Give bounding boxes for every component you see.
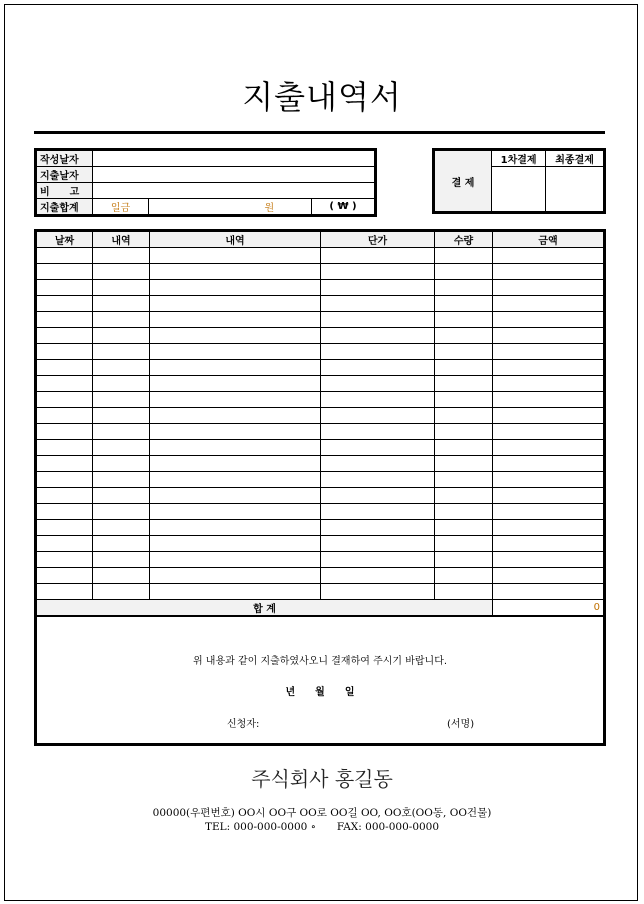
statement-date: 년 월 일 [285,687,355,698]
table-cell[interactable] [321,328,435,344]
table-cell[interactable] [36,328,93,344]
table-cell[interactable] [93,408,150,424]
table-cell[interactable] [321,392,435,408]
table-cell[interactable] [150,472,321,488]
table-cell[interactable] [150,456,321,472]
table-cell[interactable] [150,504,321,520]
table-cell[interactable] [493,360,605,376]
expense-date-cell[interactable] [93,167,376,183]
table-cell[interactable] [321,504,435,520]
first-approval-cell[interactable] [492,167,546,213]
table-cell[interactable] [93,296,150,312]
table-cell[interactable] [493,424,605,440]
table-cell[interactable] [93,328,150,344]
table-cell[interactable] [150,264,321,280]
table-row [36,408,605,424]
table-cell[interactable] [36,456,93,472]
table-cell[interactable] [435,472,493,488]
table-cell[interactable] [150,584,321,600]
table-cell[interactable] [36,424,93,440]
created-date-cell[interactable] [93,150,376,167]
remarks-cell[interactable] [93,183,376,199]
table-row [36,392,605,408]
table-row [36,344,605,360]
col-amount: 금액 [493,231,605,248]
label-created-date: 작성날자 [36,150,93,167]
table-cell[interactable] [93,584,150,600]
table-cell[interactable] [493,248,605,264]
table-cell[interactable] [493,504,605,520]
table-cell[interactable] [321,296,435,312]
table-row [36,376,605,392]
table-cell[interactable] [321,248,435,264]
table-cell[interactable] [150,328,321,344]
table-row [36,456,605,472]
table-cell[interactable] [435,264,493,280]
statement-message: 위 내용과 같이 지출하였사오니 결재하여 주시기 바랍니다. [192,656,448,667]
table-cell[interactable] [435,408,493,424]
table-cell[interactable] [36,568,93,584]
table-cell[interactable] [93,568,150,584]
table-cell[interactable] [435,248,493,264]
table-cell[interactable] [36,536,93,552]
table-row [36,440,605,456]
table-cell[interactable] [93,344,150,360]
table-cell[interactable] [36,344,93,360]
table-cell[interactable] [93,360,150,376]
table-cell[interactable] [435,328,493,344]
table-row [36,248,605,264]
table-cell[interactable] [321,488,435,504]
table-cell[interactable] [321,584,435,600]
table-cell[interactable] [93,504,150,520]
table-cell[interactable] [36,488,93,504]
table-cell[interactable] [93,520,150,536]
table-cell[interactable] [435,504,493,520]
company-address: 00000(우편번호) OO시 OO구 OO로 OO길 OO, OO호(OO동, OO건물) [152,807,492,819]
table-cell[interactable] [93,488,150,504]
col-detail: 내역 [150,231,321,248]
final-approval-cell[interactable] [546,167,605,213]
table-row [36,424,605,440]
table-cell[interactable] [150,344,321,360]
table-cell[interactable] [36,440,93,456]
table-cell[interactable] [150,360,321,376]
table-cell[interactable] [435,296,493,312]
table-cell[interactable] [150,376,321,392]
table-cell[interactable] [493,456,605,472]
table-cell[interactable] [150,552,321,568]
table-cell[interactable] [493,520,605,536]
table-cell[interactable] [93,456,150,472]
table-cell[interactable] [321,552,435,568]
table-cell[interactable] [435,392,493,408]
label-remarks: 비 고 [36,183,93,199]
table-cell[interactable] [435,344,493,360]
amount-prefix: 일금 [93,199,149,216]
table-cell[interactable] [435,312,493,328]
table-cell[interactable] [493,376,605,392]
table-cell[interactable] [321,344,435,360]
table-row [36,520,605,536]
first-approval-header: 1차결제 [492,150,546,167]
table-cell[interactable] [435,584,493,600]
table-cell[interactable] [435,520,493,536]
table-cell[interactable] [150,488,321,504]
table-cell[interactable] [36,408,93,424]
table-cell[interactable] [93,248,150,264]
table-cell[interactable] [493,264,605,280]
table-row [36,280,605,296]
table-cell[interactable] [36,312,93,328]
page-title: 지출내역서 [242,78,402,116]
table-cell[interactable] [493,344,605,360]
table-cell[interactable] [493,472,605,488]
table-cell[interactable] [36,360,93,376]
table-cell[interactable] [435,280,493,296]
table-cell[interactable] [321,360,435,376]
final-approval-header: 최종결제 [546,150,605,167]
table-cell[interactable] [36,264,93,280]
table-cell[interactable] [321,280,435,296]
company-name: 주식회사 홍길동 [251,767,393,791]
table-cell[interactable] [36,584,93,600]
table-row [36,312,605,328]
amount-cell[interactable] [149,199,262,216]
table-cell[interactable] [435,360,493,376]
info-table [34,148,377,217]
table-cell[interactable] [493,440,605,456]
approval-label: 결 제 [434,150,492,213]
label-expense-date: 지출날자 [36,167,93,183]
table-cell[interactable] [321,536,435,552]
table-cell[interactable] [150,392,321,408]
table-cell[interactable] [93,392,150,408]
table-cell[interactable] [150,280,321,296]
table-row [36,360,605,376]
table-cell[interactable] [321,376,435,392]
table-cell[interactable] [321,312,435,328]
table-cell[interactable] [493,312,605,328]
table-cell[interactable] [150,440,321,456]
table-cell[interactable] [36,296,93,312]
table-cell[interactable] [150,296,321,312]
table-cell[interactable] [493,568,605,584]
table-cell[interactable] [435,376,493,392]
table-cell[interactable] [435,456,493,472]
approval-table [432,148,606,214]
table-cell[interactable] [93,376,150,392]
table-cell[interactable] [36,552,93,568]
label-expense-total: 지출합계 [36,199,93,216]
table-cell[interactable] [93,424,150,440]
table-cell[interactable] [321,520,435,536]
table-cell[interactable] [36,392,93,408]
table-row [36,536,605,552]
table-cell[interactable] [321,424,435,440]
table-cell[interactable] [36,376,93,392]
table-cell[interactable] [493,280,605,296]
table-row [36,584,605,600]
table-cell[interactable] [93,264,150,280]
table-cell[interactable] [93,280,150,296]
table-cell[interactable] [150,536,321,552]
table-cell[interactable] [150,408,321,424]
table-row [36,552,605,568]
table-cell[interactable] [36,472,93,488]
table-cell[interactable] [435,424,493,440]
table-cell[interactable] [493,408,605,424]
table-row [36,264,605,280]
table-cell[interactable] [493,584,605,600]
table-row [36,488,605,504]
table-cell[interactable] [435,552,493,568]
table-cell[interactable] [93,552,150,568]
applicant-label: 신청자: [227,719,260,730]
table-cell[interactable] [93,472,150,488]
table-cell[interactable] [321,472,435,488]
table-cell[interactable] [150,424,321,440]
table-cell[interactable] [493,552,605,568]
table-cell[interactable] [321,568,435,584]
table-row [36,472,605,488]
table-cell[interactable] [321,440,435,456]
table-cell[interactable] [321,408,435,424]
table-cell[interactable] [93,312,150,328]
table-cell[interactable] [36,248,93,264]
table-cell[interactable] [435,536,493,552]
currency-label: ( ₩ ) [312,199,376,216]
total-label: 합 계 [36,600,493,616]
signature-label: (서명) [447,719,475,730]
table-cell[interactable] [493,296,605,312]
table-cell[interactable] [493,328,605,344]
col-unit-price: 단가 [321,231,435,248]
table-cell[interactable] [435,440,493,456]
col-item: 내역 [93,231,150,248]
amount-suffix: 원 [262,199,312,216]
statement-box [34,616,606,746]
total-value: 0 [493,600,605,616]
table-cell[interactable] [435,568,493,584]
table-row [36,296,605,312]
table-cell[interactable] [493,488,605,504]
table-cell[interactable] [321,456,435,472]
col-date: 날짜 [36,231,93,248]
table-cell[interactable] [493,536,605,552]
table-row [36,328,605,344]
table-cell[interactable] [150,520,321,536]
company-contact: TEL: 000-000-0000 ∘ FAX: 000-000-0000 [204,821,440,833]
title-divider [34,131,605,134]
table-cell[interactable] [150,248,321,264]
table-cell[interactable] [150,568,321,584]
table-cell[interactable] [36,280,93,296]
table-cell[interactable] [36,520,93,536]
table-cell[interactable] [36,504,93,520]
table-cell[interactable] [150,312,321,328]
table-cell[interactable] [493,392,605,408]
table-row [36,568,605,584]
table-cell[interactable] [93,440,150,456]
col-quantity: 수량 [435,231,493,248]
table-cell[interactable] [321,264,435,280]
table-row [36,504,605,520]
items-table [34,229,606,616]
table-cell[interactable] [435,488,493,504]
table-cell[interactable] [93,536,150,552]
